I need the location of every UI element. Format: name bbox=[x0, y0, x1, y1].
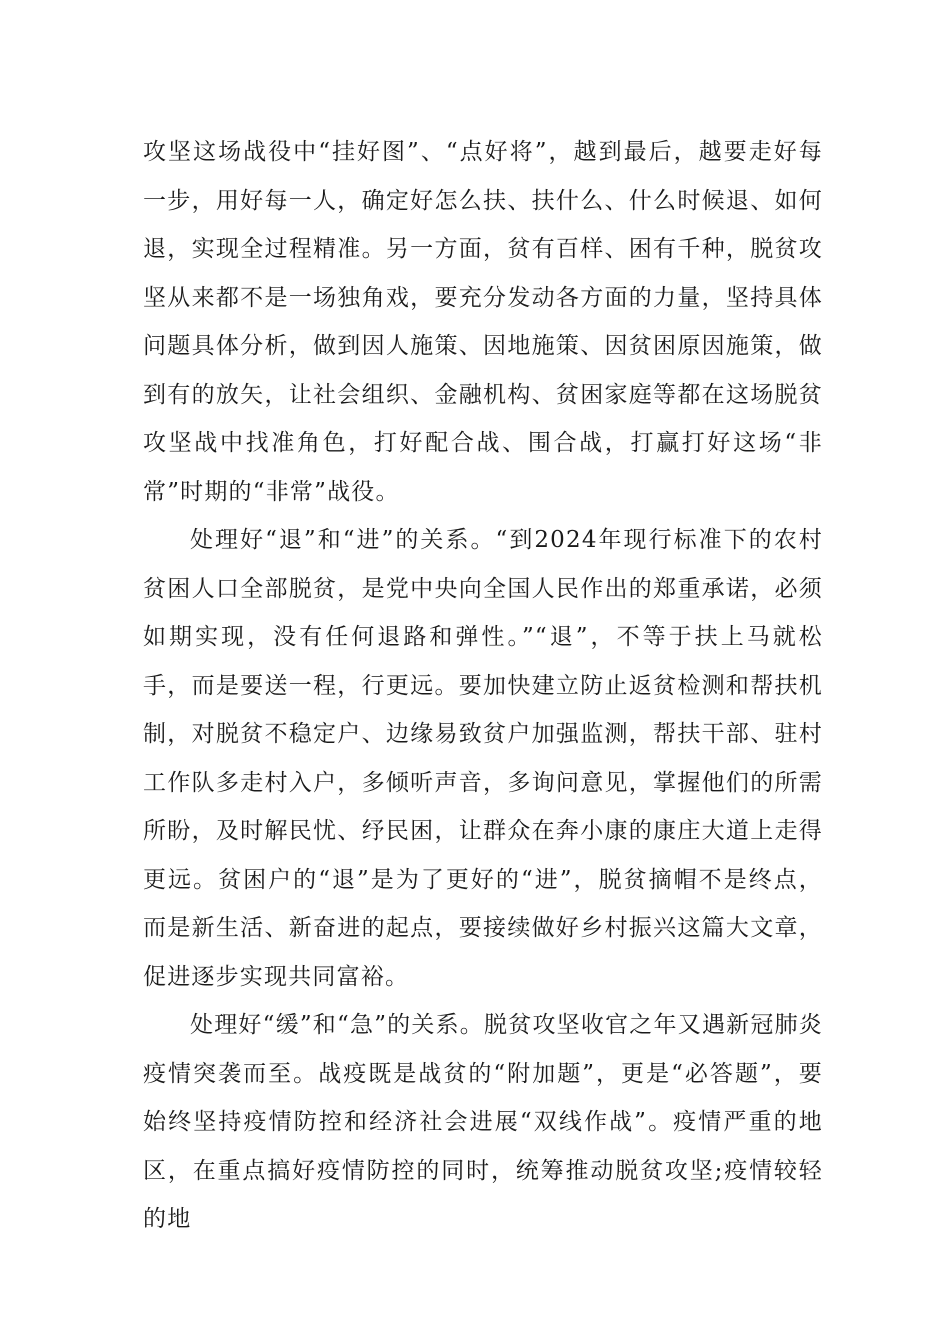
paragraph-3: 处理好“缓”和“急”的关系。脱贫攻坚收官之年又遇新冠肺炎疫情突袭而至。战疫既是战贫的“附加题”，更是“必答题”，要始终坚持疫情防控和经济社会进展“双线作战”。疫情严重的地区，在重点搞好疫情防控的同时，统筹推动脱贫攻坚;疫情较轻的地 bbox=[143, 1012, 823, 1232]
paragraph-1: 攻坚这场战役中“挂好图”、“点好将”，越到最后，越要走好每一步，用好每一人，确定好怎么扶、扶什么、什么时候退、如何退，实现全过程精准。另一方面，贫有百样、困有千种，脱贫攻坚从来都不是一场独角戏，要充分发动各方面的力量，坚持具体问题具体分析，做到因人施策、因地施策、因贫困原因施策，做到有的放矢，让社会组织、金融机构、贫困家庭等都在这场脱贫攻坚战中找准角色，打好配合战、围合战，打赢打好这场“非常”时期的“非常”战役。 bbox=[143, 139, 823, 505]
paragraph-2: 处理好“退”和“进”的关系。“到2024年现行标准下的农村贫困人口全部脱贫，是党中央向全国人民作出的郑重承诺，必须如期实现，没有任何退路和弹性。”“退”，不等于扶上马就松手，而是要送一程，行更远。要加快建立防止返贫检测和帮扶机制，对脱贫不稳定户、边缘易致贫户加强监测，帮扶干部、驻村工作队多走村入户，多倾听声音，多询问意见，掌握他们的所需所盼，及时解民忧、纾民困，让群众在奔小康的康庄大道上走得更远。贫困户的“退”是为了更好的“进”，脱贫摘帽不是终点，而是新生活、新奋进的起点，要接续做好乡村振兴这篇大文章，促进逐步实现共同富裕。 bbox=[143, 527, 823, 990]
document-body bbox=[143, 128, 823, 1244]
